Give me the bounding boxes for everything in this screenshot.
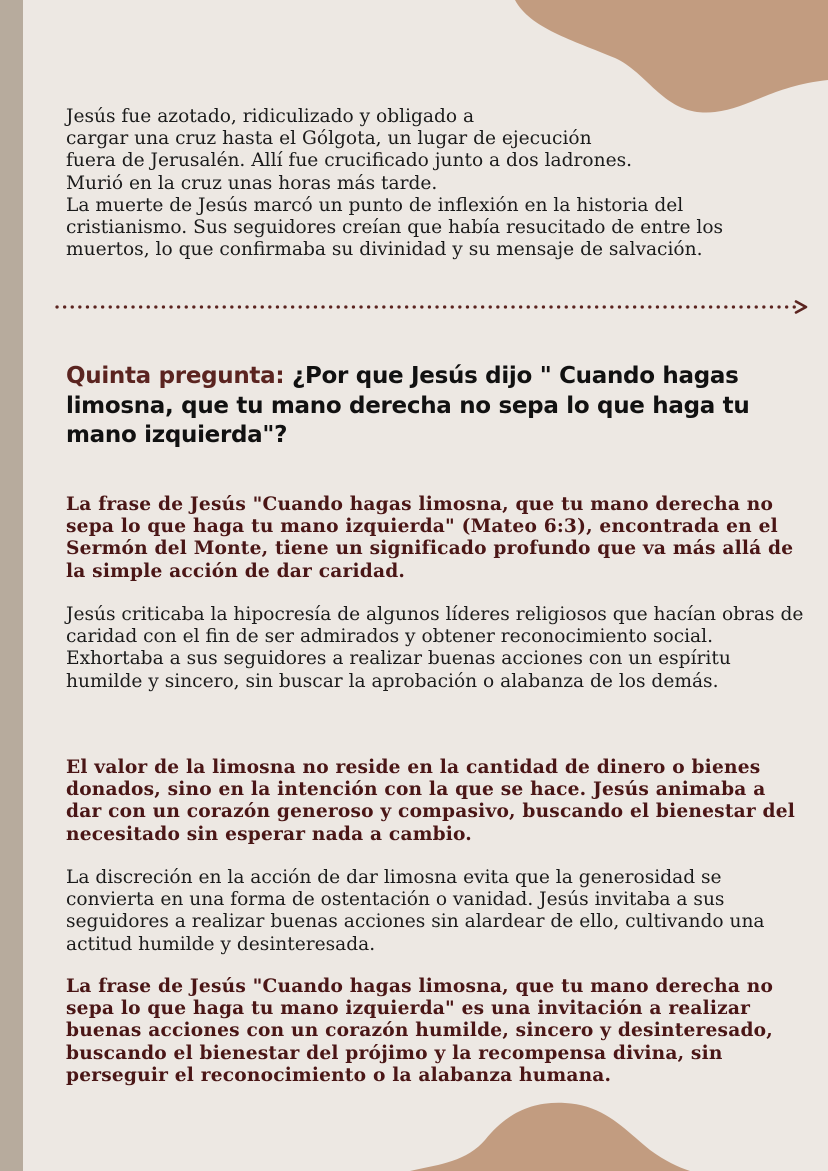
answer-paragraph-1: La frase de Jesús "Cuando hagas limosna, que tu mano derecha no sepa lo que haga tu mano izquierda" (Mateo 6:3), encontrada en el Sermón del Monte, tiene un significado profundo que va más allá de la simple acción de dar caridad. (66, 494, 794, 582)
intro-line: muertos, lo que confirmaba su divinidad y su mensaje de salvación. (66, 239, 703, 261)
intro-line: Murió en la cruz unas horas más tarde. (66, 172, 438, 194)
question-heading (66, 362, 806, 451)
left-side-bar (0, 0, 23, 1171)
decorative-blob-bottom (410, 1095, 710, 1171)
answer-paragraph-5: La frase de Jesús "Cuando hagas limosna, que tu mano derecha no sepa lo que haga tu mano izquierda" es una invitación a realizar buenas acciones con un corazón humilde, sincero y desinteresado, buscando el bienestar del prójimo y la recompensa divina, sin perseguir el reconocimiento o la alabanza humana. (66, 976, 774, 1086)
answer-paragraph-2: Jesús criticaba la hipocresía de algunos líderes religiosos que hacían obras de caridad con el fin de ser admirados y obtener reconocimiento social. Exhortaba a sus seguidores a realizar buenas acciones con un espíritu humilde y sincero, sin buscar la aprobación o alabanza de los demás. (66, 604, 804, 692)
question-text: ¿Por que Jesús dijo " Cuando hagas limosna, que tu mano derecha no sepa lo que haga tu mano izquierda"? (66, 363, 750, 448)
answer-paragraph-4: La discreción en la acción de dar limosna evita que la generosidad se convierta en una forma de ostentación o vanidad. Jesús invitaba a sus seguidores a realizar buenas acciones sin alardear de ello, cultivando una actitud humilde y desinteresada. (66, 867, 765, 955)
intro-line: cargar una cruz hasta el Gólgota, un lugar de ejecución (66, 128, 592, 150)
question-lead: Quinta pregunta: (66, 363, 285, 389)
intro-paragraph (66, 106, 806, 261)
dotted-arrow-divider (55, 300, 815, 314)
intro-line: Jesús fue azotado, ridiculizado y obligado a (66, 106, 475, 127)
intro-line: cristianismo. Sus seguidores creían que había resucitado de entre los (66, 217, 724, 239)
answer-paragraph-3: El valor de la limosna no reside en la cantidad de dinero o bienes donados, sino en la intención con la que se hace. Jesús animaba a dar con un corazón generoso y compasivo, buscando el bienestar del necesitado sin esperar nada a cambio. (66, 757, 796, 845)
intro-line: fuera de Jerusalén. Allí fue crucificado junto a dos ladrones. (66, 150, 633, 172)
intro-line: La muerte de Jesús marcó un punto de inflexión en la historia del (66, 194, 684, 216)
